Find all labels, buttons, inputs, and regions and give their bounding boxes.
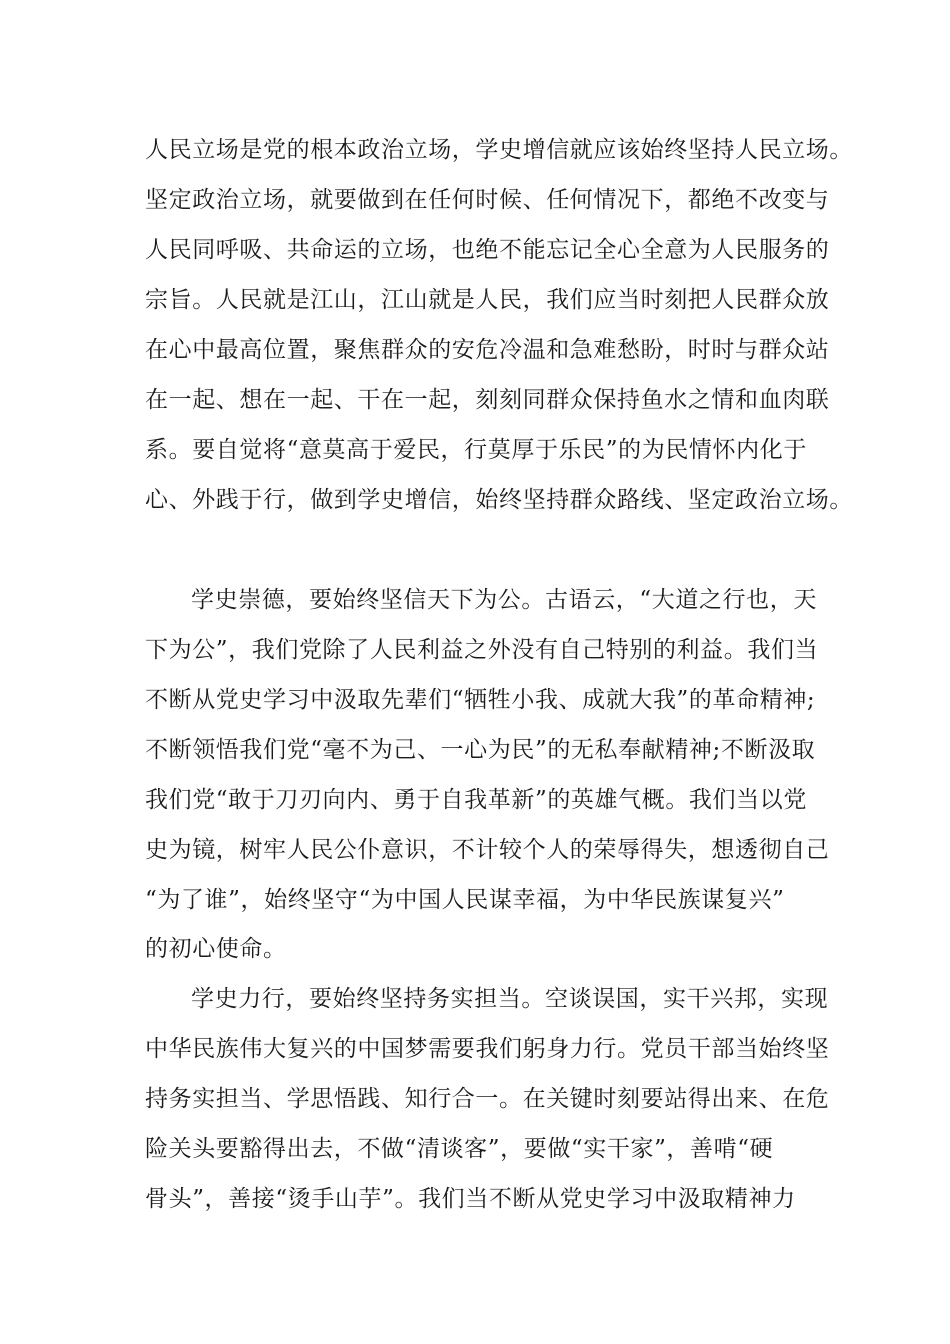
text-line: 宗旨。人民就是江山，江山就是人民，我们应当时刻把人民群众放 (145, 287, 830, 313)
text-line: 系。要自觉将“意莫高于爱民，行莫厚于乐民”的为民情怀内化于 (145, 437, 807, 463)
text-line: “为了谁”，始终坚守“为中国人民谋幸福，为中华民族谋复兴” (145, 887, 785, 913)
text-line: 学史力行，要始终坚持务实担当。空谈误国，实干兴邦，实现 (191, 986, 829, 1012)
text-line: 史为镜，树牢人民公仆意识，不计较个人的荣辱得失，想透彻自己 (145, 837, 830, 863)
text-line: 的初心使命。 (145, 936, 287, 962)
text-line: 在心中最高位置，聚焦群众的安危冷温和急难愁盼，时时与群众站 (145, 337, 830, 363)
text-line: 心、外践于行，做到学史增信，始终坚持群众路线、坚定政治立场。 (145, 487, 853, 513)
text-line: 不断从党史学习中汲取先辈们“牺牲小我、成就大我”的革命精神; (145, 687, 816, 713)
text-line: 下为公”，我们党除了人民利益之外没有自己特别的利益。我们当 (145, 637, 819, 663)
text-line: 在一起、想在一起、干在一起，刻刻同群众保持鱼水之情和血肉联 (145, 387, 830, 413)
text-line: 险关头要豁得出去，不做“清谈客”，要做“实干家”，善啃“硬 (145, 1136, 774, 1162)
text-line: 我们党“敢于刀刃向内、勇于自我革新”的英雄气概。我们当以党 (145, 787, 807, 813)
text-line: 人民立场是党的根本政治立场，学史增信就应该始终坚持人民立场。 (145, 137, 853, 163)
text-line: 中华民族伟大复兴的中国梦需要我们躬身力行。党员干部当始终坚 (145, 1036, 830, 1062)
text-line: 人民同呼吸、共命运的立场，也绝不能忘记全心全意为人民服务的 (145, 237, 830, 263)
text-line: 不断领悟我们党“毫不为己、一心为民”的无私奉献精神;不断汲取 (145, 737, 816, 763)
text-line: 持务实担当、学思悟践、知行合一。在关键时刻要站得出来、在危 (145, 1086, 830, 1112)
text-line: 学史崇德，要始终坚信天下为公。古语云，“大道之行也，天 (191, 587, 817, 613)
text-line: 骨头”，善接“烫手山芋”。我们当不断从党史学习中汲取精神力 (145, 1186, 796, 1212)
text-line: 坚定政治立场，就要做到在任何时候、任何情况下，都绝不改变与 (145, 187, 830, 213)
